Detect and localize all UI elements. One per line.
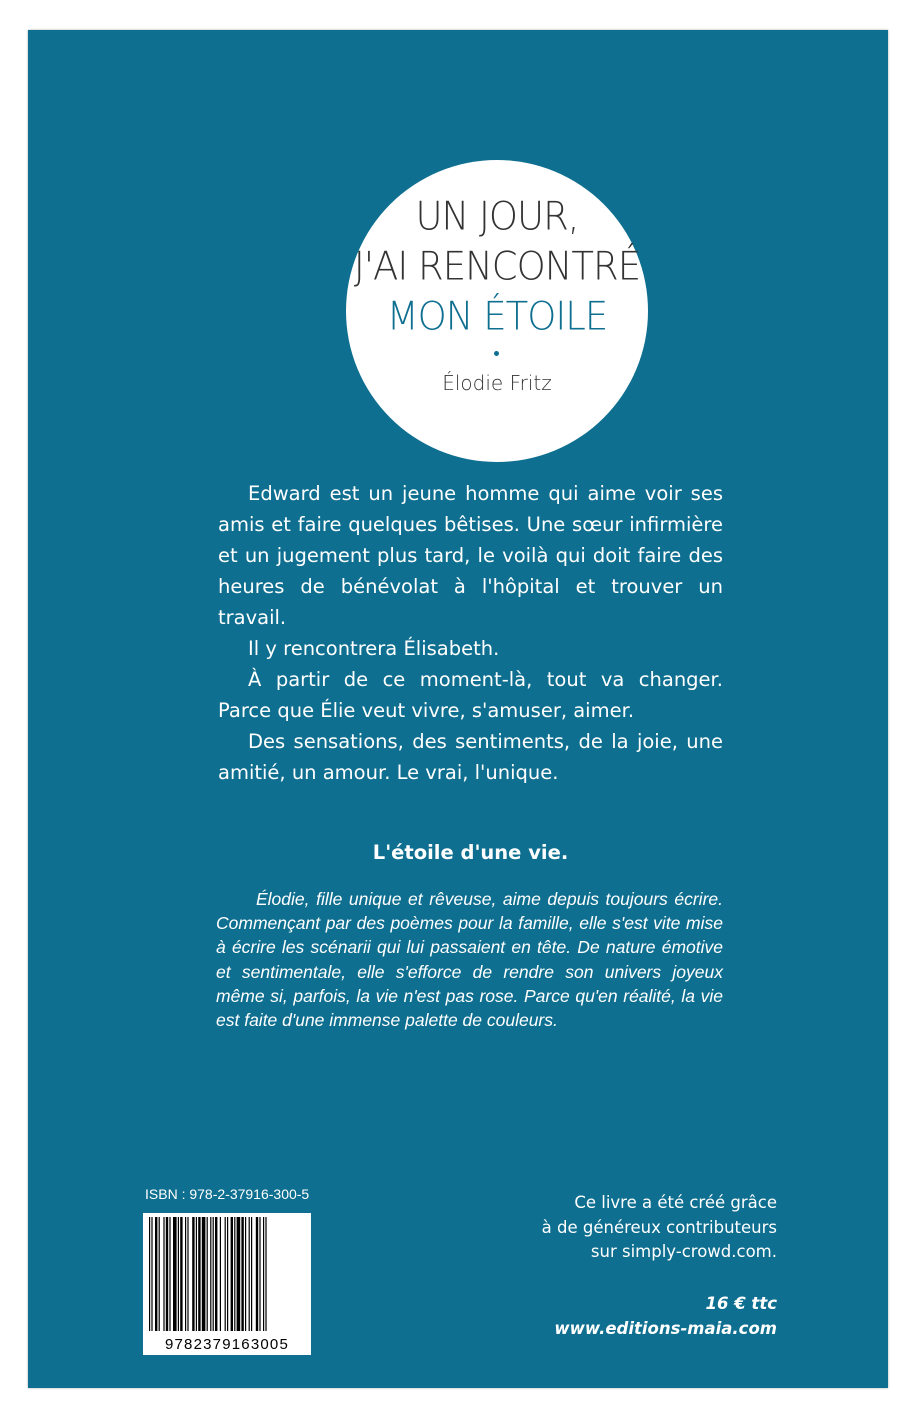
synopsis xyxy=(218,478,723,788)
barcode-bar xyxy=(155,1217,157,1331)
barcode-bar xyxy=(245,1217,246,1331)
synopsis-paragraph: À partir de ce moment-là, tout va changer. Parce que Élie veut vivre, s'amuser, aimer. xyxy=(218,668,723,722)
barcode-bar xyxy=(185,1217,186,1331)
barcode-bar xyxy=(220,1217,221,1331)
barcode-bar xyxy=(196,1217,197,1331)
barcode-bar xyxy=(202,1217,206,1331)
barcode-bar xyxy=(215,1217,217,1331)
isbn-label: ISBN : 978-2-37916-300-5 xyxy=(145,1186,310,1202)
title-line-3: MON ÉTOILE xyxy=(386,293,608,340)
barcode-bar xyxy=(225,1217,226,1331)
barcode-bar xyxy=(237,1217,241,1331)
barcode-bar xyxy=(198,1217,200,1331)
barcode-bar xyxy=(173,1217,177,1331)
credits-line-1: Ce livre a été créé grâce xyxy=(574,1193,777,1212)
barcode-bar xyxy=(231,1217,233,1331)
price-block xyxy=(554,1292,777,1341)
barcode xyxy=(143,1213,311,1355)
barcode-bar xyxy=(263,1217,264,1331)
crowdfunding-credits xyxy=(542,1191,777,1265)
credits-line-3: sur simply-crowd.com. xyxy=(590,1242,777,1261)
synopsis-paragraph: Il y rencontrera Élisabeth. xyxy=(248,637,500,660)
barcode-bar xyxy=(227,1217,228,1331)
credits-line-2: à de généreux contributeurs xyxy=(541,1217,777,1237)
barcode-bar xyxy=(149,1217,150,1331)
barcode-bar xyxy=(159,1217,160,1331)
website-link[interactable]: www.editions-maia.com xyxy=(554,1318,777,1338)
tagline: L'étoile d'une vie. xyxy=(372,841,569,864)
barcode-bar xyxy=(178,1217,179,1331)
barcode-bar xyxy=(265,1217,266,1331)
synopsis-paragraph: Des sensations, des sentiments, de la joie, une amitié, un amour. Le vrai, l'unique. xyxy=(218,730,723,784)
barcode-bar xyxy=(251,1217,252,1331)
barcode-bar xyxy=(213,1217,214,1331)
barcode-bar xyxy=(234,1217,235,1331)
author-name: Élodie Fritz xyxy=(442,371,552,395)
barcode-bars xyxy=(143,1213,311,1335)
barcode-bar xyxy=(210,1217,211,1331)
barcode-bar xyxy=(151,1217,152,1331)
barcode-bar xyxy=(166,1217,168,1331)
barcode-bar xyxy=(207,1217,208,1331)
author-bio: Élodie, fille unique et rêveuse, aime depuis toujours écrire. Commençant par des poèmes pour la famille, elle s'est vite mise à écrire les scénarii qui lui passaient en tête. De nature émotive et sentimentale, elle s'efforce de rendre son univers joyeux même si, parfois, la vie n'est pas rose. Parce qu'en réalité, la vie est faite d'une immense palette de couleurs. xyxy=(216,889,723,1031)
back-cover xyxy=(28,30,888,1388)
title-circle xyxy=(346,160,648,462)
barcode-bar xyxy=(256,1217,258,1331)
synopsis-paragraph: Edward est un jeune homme qui aime voir ses amis et faire quelques bêtises. Une sœur infirmière et un jugement plus tard, le voilà qui doit faire des heures de bénévolat à l'hôpital et trouver un travail. xyxy=(218,482,723,629)
price: 16 € ttc xyxy=(705,1294,777,1313)
barcode-bar xyxy=(241,1217,243,1331)
title-separator-dot xyxy=(494,351,499,356)
barcode-digits: 9782379163005 xyxy=(164,1336,290,1353)
barcode-bar xyxy=(259,1217,260,1331)
barcode-bar xyxy=(180,1217,182,1331)
title-line-2: J'AI RENCONTRÉ xyxy=(353,243,641,290)
barcode-bar xyxy=(187,1217,188,1331)
barcode-bar xyxy=(192,1217,194,1331)
barcode-bar xyxy=(163,1217,164,1331)
title-line-1: UN JOUR, xyxy=(415,193,579,240)
barcode-bar xyxy=(249,1217,250,1331)
barcode-bar xyxy=(169,1217,170,1331)
